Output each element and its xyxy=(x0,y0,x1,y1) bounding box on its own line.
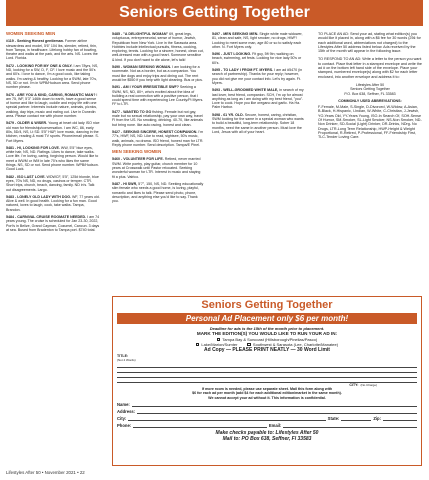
personal-ad xyxy=(112,157,204,178)
ad-title: 5498 - 61 YR. OLD. xyxy=(212,112,244,117)
state-label: State: xyxy=(327,415,340,421)
ad-title: 5482 - ISO LAST LOVE. xyxy=(6,174,46,179)
ad-title: 5497 - MEN SEEKING MEN. xyxy=(212,32,259,36)
ad-text: WDWCF, 5'5", 125# blonde, blue eyes, 70's NS, ND, no drugs, casinos or temper. CTR. Short trips, church, beach, dancing, family. ND in's. Talk out disagreements. Largo. xyxy=(6,174,99,192)
personal-ad xyxy=(112,110,204,127)
zip-input[interactable] xyxy=(383,416,417,421)
ad-title: 5477 - WANTED TO GO xyxy=(112,109,152,114)
ad-text: Single white male widower, 81, clean and safe, NS, light smoker, no drugs, HWF! Looking to meet some man, age 80 or so to satisfy each other. N. Fort Myers only. xyxy=(212,32,303,49)
ad-title: 5481 - HI, LOOKING FOR LOVE. xyxy=(6,145,60,150)
column-three xyxy=(212,32,304,320)
form-note: $6 for each ad per month (add $4 for each additional edition/market in the same month). xyxy=(192,391,342,396)
email-label: Email: xyxy=(268,422,282,428)
city-input[interactable] xyxy=(128,416,325,421)
personal-ad xyxy=(6,64,100,90)
city-label-2: City: xyxy=(117,415,127,421)
form-deadline: Deadline for ads is the 15th of the month prior to placement. xyxy=(209,326,325,331)
personal-ad xyxy=(212,113,304,134)
column-women-seeking-men xyxy=(6,32,100,464)
abbreviations-list: F-Female, M-Male, S-Single, D-Divorced, W-Widow, A-Asian, B-Black, H-Hispanic, I-Indian, W-White, C-Christian, J-Jewish, YO-Years Old, YY-Years Young, ISO-In Search Of, SOH-Sense Of Humor, SM-Smoker, SL-Light Smoker, NS-Non Smoker, ND-Non Drinker, SD-Social (Light) Drinker, DR-Drinks, NDrg- No Drugs, LTR-Long Term Relationship, HWP-Height & Weight Proportional, R-Retired, P-Professional, FF-Friendship First, TLC-Tender Loving Care. xyxy=(318,105,422,140)
ad-text: I'm 77's, HWF, NS, ND. Like to read, sightsee, 50's music, walk, animals, no drama. ISO friend, honest man for LTR. Reply phone number. Send description. Tampa/E Pinel. xyxy=(112,129,204,147)
ad-title: 5484 - CARNIVAL CRUISE ROOMATE NEEDED. xyxy=(6,214,87,219)
ad-text: in search of my last lover, best friend, companion. SCH, I'm up for almost anything as long as I am doing with my best friend, "you". Love to cook. Hope you like oregano and garlic. Ha Ha. Palm Harbor. xyxy=(212,88,304,110)
personal-ad xyxy=(112,32,204,62)
personal-ad xyxy=(6,121,100,142)
ad-text: Seeking a SWM, NS, ND, 80+, who's excited about the idea of building a real connection with a positive person, that I could spend time with experiencing Lee County/Ft Myers. FF to LTR. xyxy=(112,85,204,107)
column-instructions xyxy=(318,32,422,320)
personal-ad xyxy=(212,52,304,65)
respond-ad-instructions: TO RESPOND TO AN AD: Write a letter to the person you want to contact. Place that letter in a stamped envelope and write the ad # on the bottom left hand side of the envelope. Place your stamped, numbered envelope(s) along with $2 for each letter enclosed, into another envelope and address it to: xyxy=(318,57,422,79)
phone-label: Phone: xyxy=(117,422,132,428)
city-label: CITY: xyxy=(349,382,359,387)
checkbox-icon[interactable] xyxy=(196,343,200,347)
ad-text: WW, 5'5" blue eyes, white hair, NS, ND. Ratings. Likes to dance, take walks. Love life. I'm loving, caring, forgiving person. Would like to meet a WWM or WM in late 70's who likes the same things. NS, SD or not. Send phone number. WPB/Hudson. Good Luck. xyxy=(6,145,99,172)
ad-text: I am 78yrs, NS, ND, looking for a SW, D, F, CF. I love music and the 50's and 60's. I love to dance, I'm a good cook, like taking walks. I'm caring & healthy. Looking for a SWM, late 70's, NS, 5D or not. I'm in WPB/Hudson area. Send phone number please. xyxy=(6,63,99,90)
address-input[interactable] xyxy=(137,409,417,414)
ad-text: Young at heart old lady ISO nice old man for friendship/conversation. I am WC, 86, early 80s, 5D/4, NS, Lt SD. 5'5" H&P, love music, dancing in the kitchen, reading & most TV sports. Phone/email please. S. Fort Myers. xyxy=(6,121,100,143)
title-hint: (Not 4 Words) xyxy=(117,358,136,362)
ad-title: 5496 - JUST LOOKING. xyxy=(212,52,252,57)
ad-title: 5472 - LOOKING FOR MY ONE & ONLY. xyxy=(6,63,73,68)
name-field[interactable] xyxy=(117,400,417,407)
ad-title: 5427 - SEEKING SINCERE, HONEST COMPANION. xyxy=(112,129,198,134)
mail-to-line: Mail to: PO Box 638, Seffner, Fl 33583 xyxy=(222,435,312,442)
ad-text: I am 75, WF, 5'3" 146lb down to earth, have a good sense of humor and like to laugh, cuddle and enjoy life with one special partner. Interests include nature, animals, picnics, walking, day trips, music and eating out. Live in Dunedin area. Please contact me with phone number. xyxy=(6,92,98,119)
ad-text: 69, great legs, voluptuous, entrepreneurial, sense of humor, Jewish, Republican from New York. Live in the Sarasota area. Hobbies include intellectual pursuits, fitness, cooking, exploring, tennis. Looking for a sincere, honest, clean cut, well-dressed man with a good heart. Someone sensitive & kind. If you don't want to die alone, let's talk! xyxy=(112,32,204,62)
personal-ad xyxy=(6,215,100,232)
ad-text: fishing. Female but not gay, male but no sexual relationship, pay your own way, travel FI from the US. No smoking, drinking. 40-70, like animals but bring none. like auto racing, honest and clean. xyxy=(112,109,203,127)
ad-title: 5490 - WOMAN SEEKING WOMAN. xyxy=(112,65,172,70)
personal-ad xyxy=(6,175,100,192)
personal-ad xyxy=(112,182,204,203)
form-note: We cannot accept your ad without it. This information is confidential. xyxy=(208,395,326,400)
ad-text: Fit guy, 5ft 9in; walking on beach, swimming, art fests. Looking for nice lady 50's or 60's. xyxy=(212,52,302,65)
edition-option[interactable] xyxy=(196,342,238,347)
ad-title: 5460 - VOLUNTEER FOR LIFE. xyxy=(112,157,164,162)
section-heading-men: MEN SEEKING WOMEN xyxy=(112,149,162,155)
personal-ad xyxy=(6,39,100,60)
city-state-zip-row xyxy=(117,414,417,421)
ad-copy-heading: Ad Copy — PLEASE PRINT NEATLY — 30 Word Limit xyxy=(204,346,330,353)
edition-option-label: Lake/Marion/Sumter xyxy=(201,341,238,347)
ad-title: 5495 - TO LADY I FROM FT. MYERS. xyxy=(212,68,274,73)
edition-option-label: Southwest & Sarasota (Lee, Charlotte/Manatee) xyxy=(252,341,339,347)
zip-label: Zip: xyxy=(373,415,381,421)
form-title: Seniors Getting Together xyxy=(201,299,333,311)
address-label: Address: xyxy=(117,408,136,414)
title-label: TITLE: xyxy=(117,353,129,358)
personal-ad xyxy=(212,68,304,85)
checkbox-icon[interactable] xyxy=(247,343,251,347)
ad-text: Secure, honest, caring, christian, SWM looking for the same in a special woman who wants to build a beautiful, long-term relationship. Sober 18 months, need the same in another person. Must love the Lord, Jesus with all of your heart. xyxy=(212,112,304,134)
page-banner-title: Seniors Getting Together xyxy=(6,0,423,26)
personal-ad xyxy=(6,146,100,172)
personal-ad xyxy=(6,195,100,212)
ad-title: 5485 - "A DELIGHTFUL WOMAN" xyxy=(112,32,169,36)
edition-option[interactable] xyxy=(247,342,338,347)
personal-ad xyxy=(212,32,304,49)
mailing-address-line: Lifestyles After 50 xyxy=(355,82,385,87)
abbreviations-heading: COMMONLY USED ABBREVIATIONS: xyxy=(338,98,402,103)
mailing-address-line: Seniors Getting Together xyxy=(350,87,390,92)
ad-text: I am looking for a roommate. Not as a border, but as a companion. You must like dogs and enjoy trips and dining out. The rent would be $550 if you help with light cleaning. Bus or pics. xyxy=(112,65,203,82)
personal-ad xyxy=(6,93,100,119)
state-input[interactable] xyxy=(341,416,371,421)
ad-title: 5493 - WELL-GROOMED WHITE MALE, xyxy=(212,88,279,93)
ad-text: Retired, never married SWM. Write poetry, play guitar, church member for 10 years at Crosswalk until Pastor relocated. Seeking wonderful woman for LTR. Interest in music and staying fit a plus. Valrico. xyxy=(112,157,201,179)
form-edition-instruction: MARK THE EDITION(S) YOU WOULD LIKE TO RUN YOUR AD IN: xyxy=(196,331,338,336)
email-input[interactable] xyxy=(283,423,417,428)
phone-input[interactable] xyxy=(133,423,267,428)
payable-line: Make checks payable to: Lifestyles After 50 xyxy=(215,429,319,436)
ad-text: I am 74 years young. The cruise is scheduled for Jan 23-30, 2022, Port's in Belize, Grand Cayman, Cozumel, Cancun. 3 days at sea. Bused from Bradenton to Tampa port. $740 total. xyxy=(6,214,100,232)
ad-text: WF, 77 years old. Alive & well. In good health. Looking for a fun man. Good natured, loves to laugh, cook, take walks. Tampa, Brandon. xyxy=(6,194,100,212)
phone-email-row xyxy=(117,421,417,428)
ad-title: 5479 - OLDER & WISER. xyxy=(6,121,48,126)
city-hint: (No Charge) xyxy=(360,382,377,387)
ad-title: 5487 - HI SWR, xyxy=(112,181,138,186)
ad-title: 5491 - AM I YOUR IRRESISTIBLE SWF? xyxy=(112,85,179,90)
personal-ad xyxy=(112,130,204,147)
ad-title: 5476 - ARE YOU A KIND, CARING, ROMANTIC MAN? xyxy=(6,92,96,97)
ad-text: 5'7", 150, NS, ND. Seeking educationally slim female who needs a good home, is loving, playful, romantic and likes to talk. Please send photo, phone, description, and anything else you'd like to say. Thank you. xyxy=(112,181,204,204)
form-subtitle: Personal Ad Placement only $6 per month! xyxy=(117,313,417,324)
column-two xyxy=(112,32,204,320)
page-footer: Lifestyles After 50 • November 2021 • 22 xyxy=(6,470,85,475)
ad-text: Former airline stewardess and model, 5'6" 104 lbs, slender, retired, thin, from Tampa, in healthcare. Lifelong hobby fan of bowling, theatre and walks at the park, and the arts. NS. Loves the Lord. Florida. xyxy=(6,39,98,61)
ad-order-form xyxy=(112,296,422,466)
form-note: If more room is needed, please use separate sheet. Mail this form along with xyxy=(201,387,333,391)
personal-ad xyxy=(112,65,204,82)
address-field[interactable] xyxy=(117,407,417,414)
mailing-address-line: P.O. Box 638, Seffner, FL 33583 xyxy=(344,91,396,96)
name-input[interactable] xyxy=(132,402,417,407)
ad-title: #119 - Seeking Honest gentleman. xyxy=(6,39,64,44)
personal-ad xyxy=(212,88,304,109)
ad-text: I am ad #5470 (in search of partnership). Thanks for your reply; however, you did not give me your contact info. Let's try again. Ft. Myers. xyxy=(212,68,303,85)
section-heading-women: WOMEN SEEKING MEN xyxy=(6,32,56,36)
title-field[interactable] xyxy=(117,354,417,363)
edition-option-label: Tampa Bay & Suncoast (Hillsborough/Pinellas/Pasco) xyxy=(222,336,318,342)
place-ad-instructions: TO PLACE AN AD: Send your ad, stating what edition(s) you would like it placed in, along with a $6 fee for 30 words (25¢ for each additional word, abbreviations not charged) to the Lifestyles After 50 address listed below. Ads received by the 15th of the month will appear in the following issue. xyxy=(318,32,421,54)
name-label: Name: xyxy=(117,401,130,407)
personal-ad xyxy=(112,85,204,106)
ad-title: 5483 - LONELY OLD LADY WITH DOG. xyxy=(6,194,72,199)
